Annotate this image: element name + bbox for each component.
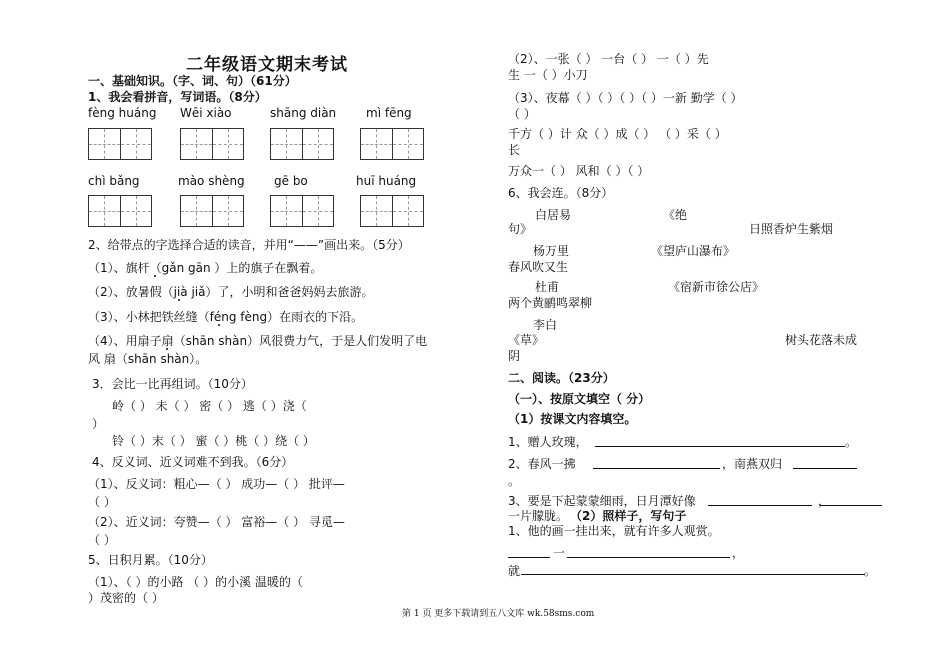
- q6-poem-4: 《草》: [508, 333, 545, 347]
- answer-line[interactable]: [820, 505, 882, 506]
- q5-row-5: 万众一（ ） 风和（ ）（ ）: [508, 164, 650, 178]
- sentence-jiu: 就: [508, 564, 521, 578]
- q1-title: 1、我会看拼音，写词语。（8分）: [88, 90, 267, 104]
- q2-title: 2、给带点的字选择合适的读音，并用“——”画出来。（5分）: [88, 238, 410, 252]
- q5-row-1: （1）、（ ）的小路 （ ）的小溪 温暖的（: [88, 575, 303, 589]
- read-q2-label: 2、春风一拂: [508, 457, 576, 471]
- q6-poem-2: 《望庐山瀑布》: [651, 244, 736, 258]
- q4-row-1-cont: （ ）: [88, 495, 116, 509]
- q6-author-1: 白居易: [535, 208, 572, 222]
- q2-item-4: （4）、用扇子扇（shān shàn）风很费力气，于是人们发明了电: [88, 334, 428, 348]
- answer-line[interactable]: [793, 468, 857, 469]
- pinyin-4: mì fēng: [366, 106, 412, 120]
- sentence-end: 。: [864, 564, 877, 578]
- read-q2-mid: ，南燕双归: [722, 457, 783, 471]
- q5-row-4: 千方（ ）计 众（ ）成（ ） （ ）采（ ）: [508, 127, 727, 141]
- writing-grid[interactable]: [88, 128, 152, 160]
- answer-line[interactable]: [708, 505, 812, 506]
- pinyin-7: gē bo: [274, 174, 308, 188]
- answer-line[interactable]: [595, 446, 845, 447]
- q5-title: 5、日积月累。（10分）: [88, 553, 213, 567]
- q6-author-2: 杨万里: [533, 244, 570, 258]
- pinyin-6: mào shèng: [178, 174, 245, 188]
- q2-item-1: （1）、旗杆（gǎn gān ）上的旗子在飘着。: [88, 261, 323, 275]
- emphasis-dot: [218, 324, 220, 326]
- read-q3-comma: ，: [818, 494, 831, 508]
- q3-row-1-cont: ）: [92, 417, 105, 431]
- q6-poem-1: 《绝: [663, 208, 688, 222]
- sentence-example: 1、他的画一挂出来，就有许多人观赏。: [508, 524, 720, 538]
- writing-grid[interactable]: [270, 128, 334, 160]
- writing-grid[interactable]: [270, 195, 334, 227]
- q6-author-3: 杜甫: [535, 280, 560, 294]
- page-footer: 第 1 页 更多下载请到五八文库 wk.58sms.com: [402, 609, 595, 619]
- pinyin-8: huī huáng: [356, 174, 417, 188]
- read-q1-label: 1、赠人玫瑰，: [508, 435, 588, 449]
- q6-line-1: 日照香炉生紫烟: [749, 222, 834, 236]
- sentence-yi: 一: [553, 546, 566, 560]
- sub1a-header: （1）按课文内容填空。: [508, 412, 637, 426]
- sub1-header: （一）、按原文填空（ 分）: [508, 392, 651, 406]
- pinyin-1: fèng huáng: [88, 106, 157, 120]
- writing-grid[interactable]: [360, 195, 424, 227]
- q5-row-3: （3）、夜幕（ ）（ ）（ ）（ ）一新 勤学（ ）: [508, 91, 743, 105]
- q4-title: 4、反义词、近义词难不到我。（6分）: [92, 455, 294, 469]
- q6-author-4: 李白: [533, 318, 558, 332]
- answer-line[interactable]: [567, 557, 730, 558]
- page-title: 二年级语文期末考试: [186, 55, 348, 75]
- answer-line[interactable]: [508, 557, 550, 558]
- q3-title: 3．会比一比再组词。（10分）: [92, 377, 253, 391]
- q4-row-2-cont: （ ）: [88, 533, 116, 547]
- q6-poem-3: 《宿新市徐公店》: [668, 280, 765, 294]
- q4-row-1: （1）、反义词：粗心—（ ） 成功—（ ） 批评—: [88, 477, 345, 491]
- q2-item-2: （2）、放暑假（jià jiǎ）了，小明和爸爸妈妈去旅游。: [88, 285, 374, 299]
- writing-grid[interactable]: [88, 195, 152, 227]
- q5-row-4-cont: 长: [508, 143, 521, 157]
- q3-row-1: 岭（ ） 未（ ） 密（ ） 逃（ ）浇（: [112, 399, 307, 413]
- read-q3-label: 3、要是下起蒙蒙细雨，日月潭好像: [508, 494, 696, 508]
- q6-line-4-cont: 阴: [508, 349, 521, 363]
- pinyin-2: Wēi xiào: [180, 106, 232, 120]
- q6-line-2: 春风吹又生: [508, 260, 569, 274]
- writing-grid[interactable]: [360, 128, 424, 160]
- q2-item-3: （3）、小林把铁丝缝（féng fèng）在雨衣的下沿。: [88, 310, 364, 324]
- q5-row-1-cont: ）茂密的（ ）: [88, 591, 164, 605]
- read-q1-end: 。: [845, 435, 858, 449]
- sentence-comma: ，: [732, 546, 745, 560]
- q3-row-2: 铃（ ）末（ ） 蜜（ ）桃（ ）绕（ ）: [112, 434, 315, 448]
- sub2-header: （2）照样子，写句子: [570, 509, 687, 523]
- q6-title: 6、我会连。（8分）: [508, 186, 614, 200]
- q5-row-3-cont: （ ）: [508, 107, 536, 121]
- writing-grid[interactable]: [180, 195, 244, 227]
- pinyin-3: shāng diàn: [270, 106, 337, 120]
- q6-poem-1-cont: 句》: [508, 222, 533, 236]
- pinyin-5: chì bǎng: [88, 174, 140, 188]
- read-q3-cont: 一片朦胧。: [508, 509, 569, 523]
- q6-line-4: 树头花落未成: [785, 333, 858, 347]
- section2-header: 二、阅读。（23分）: [508, 371, 615, 385]
- emphasis-dot: [178, 299, 180, 301]
- emphasis-dot: [154, 275, 156, 277]
- q5-row-2-cont: 生 一（ ）小刀: [508, 68, 588, 82]
- answer-line[interactable]: [593, 468, 720, 469]
- read-q2-end: 。: [508, 474, 521, 488]
- q2-item-4-cont: 风 扇（shān shàn）。: [88, 352, 208, 366]
- q6-line-3: 两个黄鹂鸣翠柳: [508, 296, 593, 310]
- writing-grid[interactable]: [180, 128, 244, 160]
- q4-row-2: （2）、近义词：夸赞—（ ） 富裕—（ ） 寻觅—: [88, 515, 345, 529]
- answer-line[interactable]: [521, 574, 865, 575]
- section1-header: 一、基础知识。（字、词、句）（61分）: [88, 74, 297, 88]
- q5-row-2: （2）、一张（ ） 一台（ ） 一（ ）先: [508, 52, 709, 66]
